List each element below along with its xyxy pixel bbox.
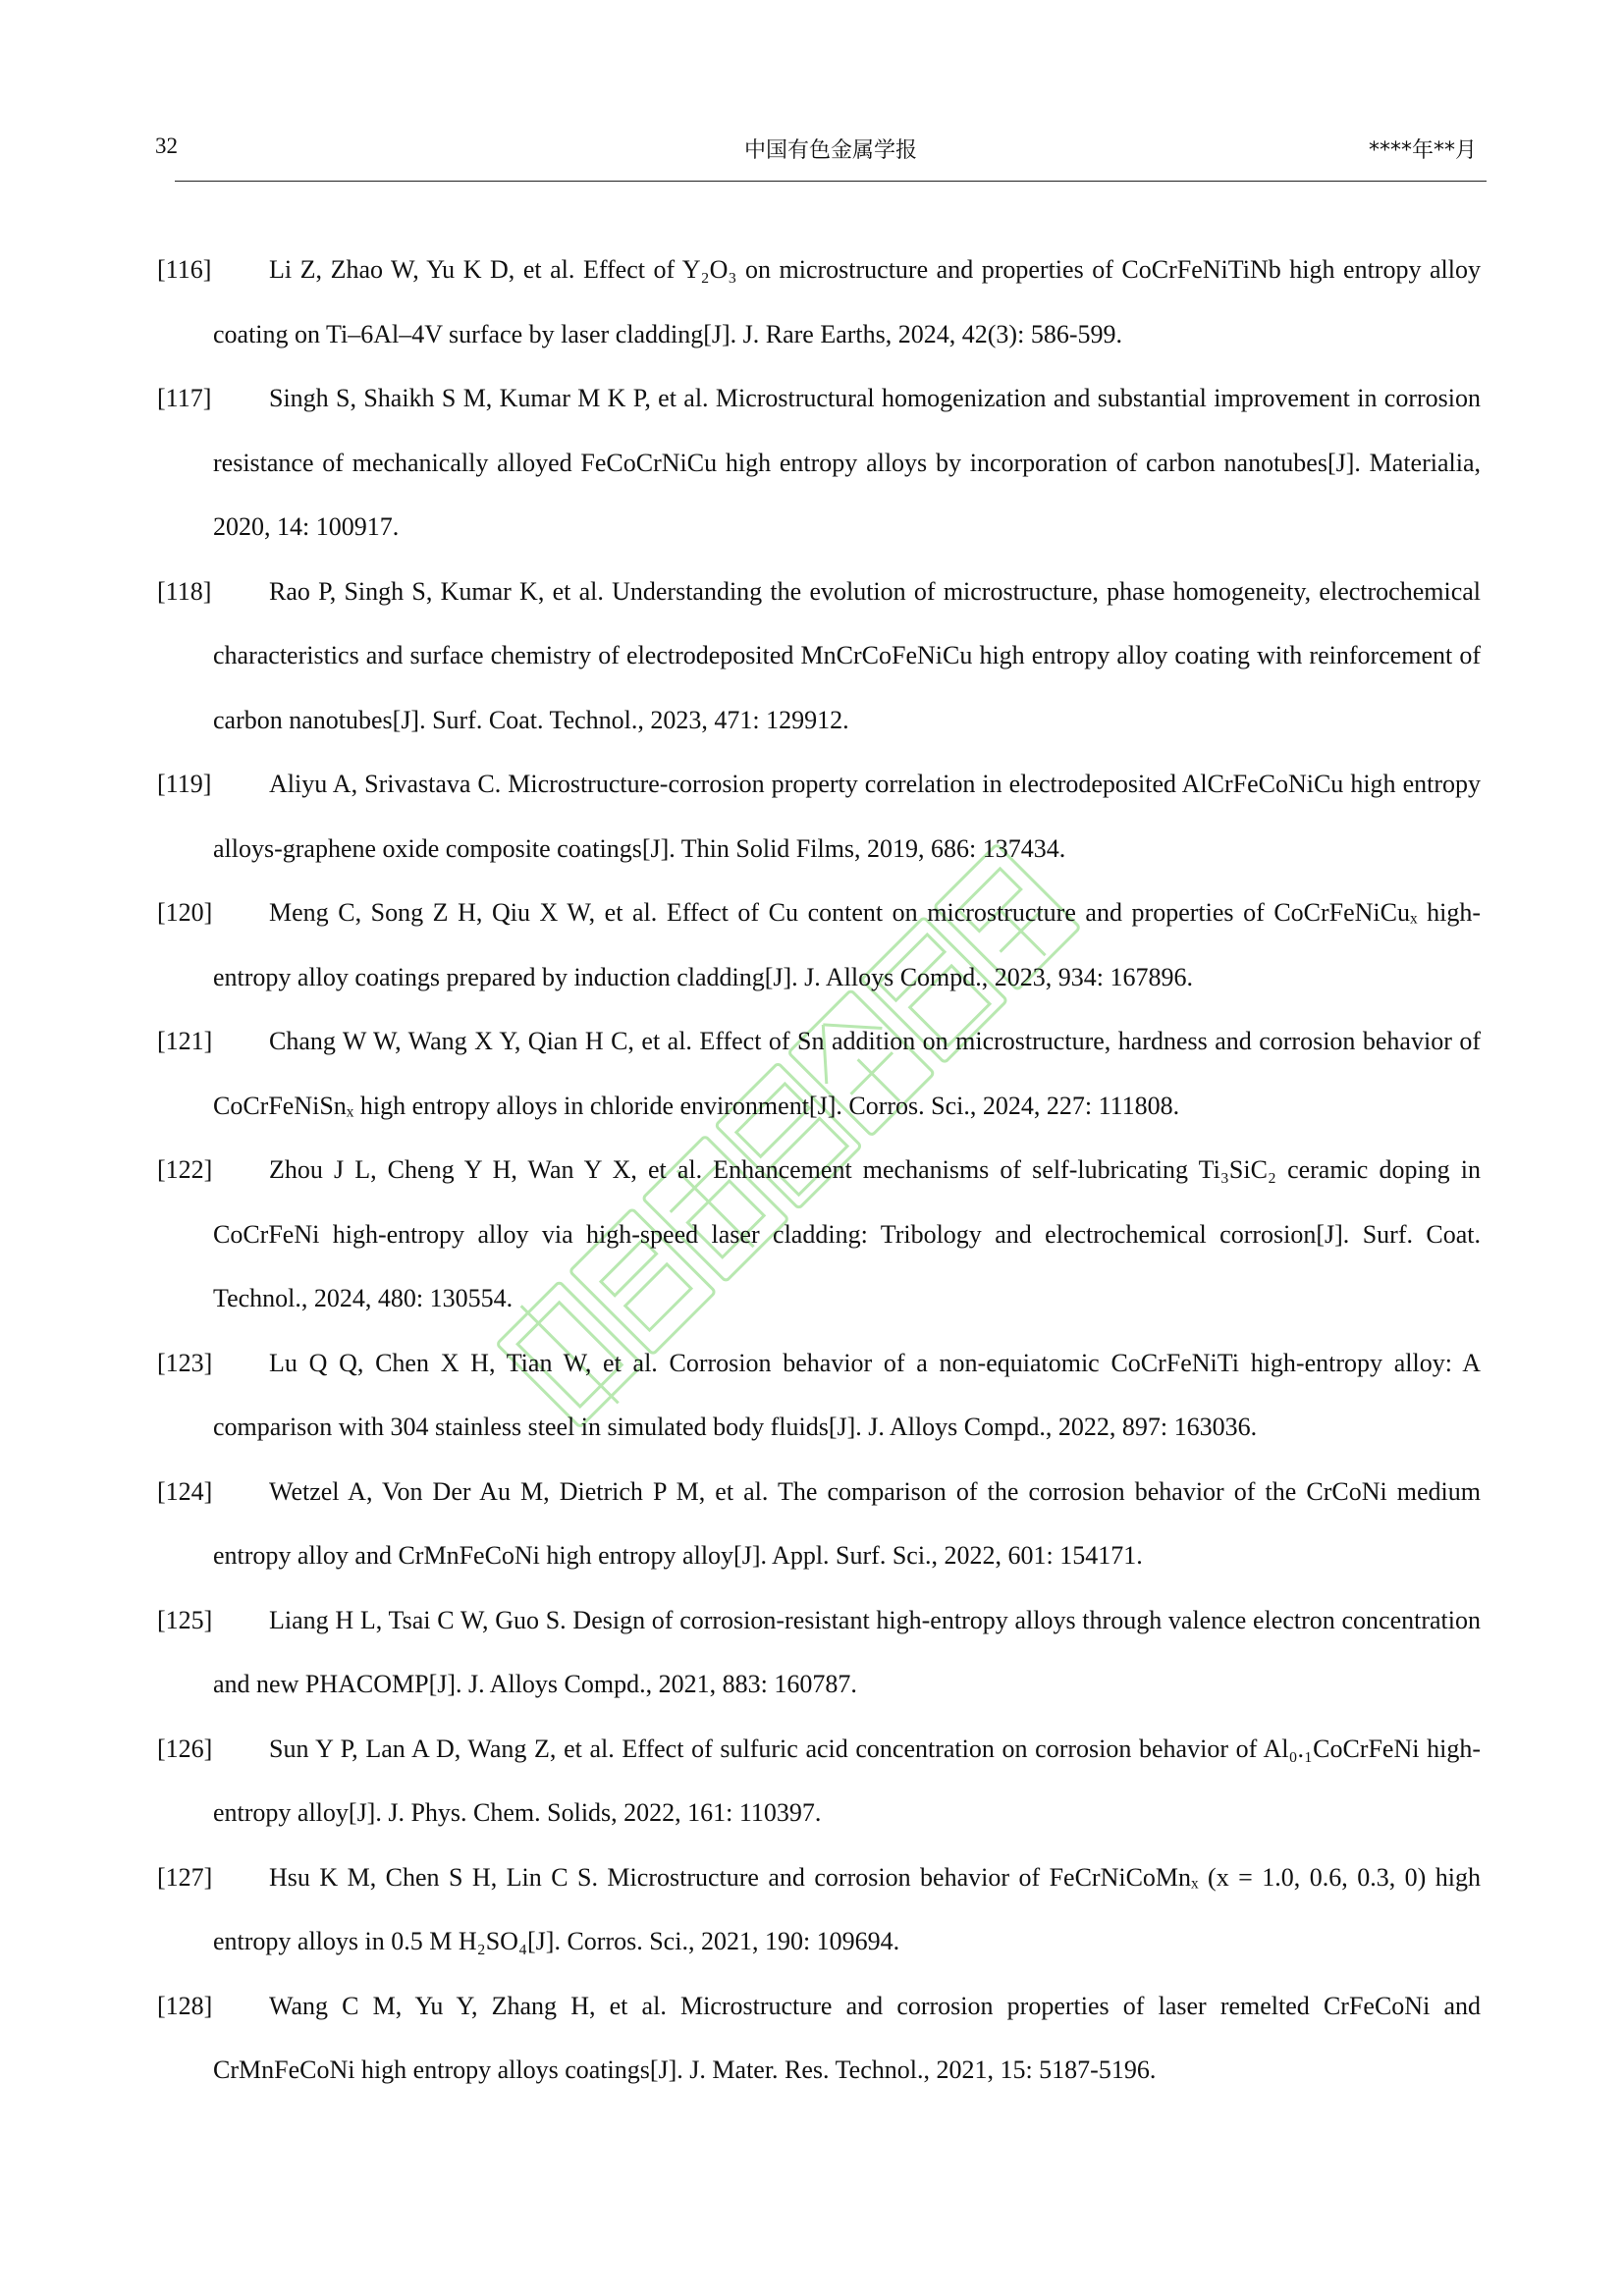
reference-text: Lu Q Q, Chen X H, Tian W, et al. Corrosion behavior of a non-equiatomic CoCrFeNiTi high-entropy alloy: A comparison with 304 stainless steel in simulated body fluids[J]. J. Alloys Compd., 2022, 897: 163036. — [213, 1348, 1481, 1441]
reference-text: Sun Y P, Lan A D, Wang Z, et al. Effect of sulfuric acid concentration on corrosion behavior of Al₀.₁CoCrFeNi high-entropy alloy[J]. J. Phys. Chem. Solids, 2022, 161: 110397. — [213, 1734, 1481, 1827]
reference-text: Singh S, Shaikh S M, Kumar M K P, et al. Microstructural homogenization and substantial improvement in corrosion resistance of mechanically alloyed FeCoCrNiCu high entropy alloys by incorporation of carbon nanotubes[J]. Materialia, 2020, 14: 100917. — [213, 384, 1481, 541]
reference-text: Liang H L, Tsai C W, Guo S. Design of corrosion-resistant high-entropy alloys through valence electron concentration and new PHACOMP[J]. J. Alloys Compd., 2021, 883: 160787. — [213, 1605, 1481, 1698]
reference-text: Wetzel A, Von Der Au M, Dietrich P M, et al. The comparison of the corrosion behavior of the CrCoNi medium entropy alloy and CrMnFeCoNi high entropy alloy[J]. Appl. Surf. Sci., 2022, 601: 154171. — [213, 1476, 1481, 1570]
reference-text: Aliyu A, Srivastava C. Microstructure-corrosion property correlation in electrodeposited AlCrFeCoNiCu high entropy alloys-graphene oxide composite coatings[J]. Thin Solid Films, 2019, 686: 137434. — [213, 770, 1481, 863]
reference-number: [124] — [157, 1476, 213, 1506]
reference-item — [157, 560, 1481, 753]
reference-number: [127] — [157, 1862, 213, 1892]
reference-item — [157, 1717, 1481, 1845]
reference-item — [157, 1009, 1481, 1138]
reference-item — [157, 1845, 1481, 1974]
reference-item — [157, 1588, 1481, 1717]
reference-text: Zhou J L, Cheng Y H, Wan Y X, et al. Enhancement mechanisms of self-lubricating Ti₃SiC₂ ceramic doping in CoCrFeNi high-entropy alloy via high-speed laser cladding: Tribology and electrochemical corrosion[J]. Surf. Coat. Technol., 2024, 480: 130554. — [213, 1155, 1481, 1312]
reference-number: [122] — [157, 1155, 213, 1184]
journal-title: 中国有色金属学报 — [743, 138, 917, 163]
reference-item — [157, 752, 1481, 881]
reference-number: [120] — [157, 898, 213, 927]
running-header — [155, 133, 1487, 173]
reference-number: [125] — [157, 1605, 213, 1634]
reference-number: [119] — [157, 770, 212, 798]
reference-item — [157, 1974, 1481, 2103]
reference-item — [157, 1331, 1481, 1460]
reference-number: [128] — [157, 1991, 213, 2020]
reference-number: [123] — [157, 1348, 213, 1377]
reference-text: Rao P, Singh S, Kumar K, et al. Understanding the evolution of microstructure, phase homogeneity, electrochemical characteristics and surface chemistry of electrodeposited MnCrCoFeNiCu high entropy alloy coating with reinforcement of carbon nanotubes[J]. Surf. Coat. Technol., 2023, 471: 129912. — [213, 576, 1481, 734]
reference-item — [157, 238, 1481, 366]
reference-list — [157, 238, 1481, 2103]
page-number: 32 — [155, 133, 178, 158]
reference-number: [121] — [157, 1027, 213, 1055]
reference-number: [118] — [157, 576, 212, 606]
reference-item — [157, 881, 1481, 1009]
reference-number: [117] — [157, 384, 212, 412]
reference-item — [157, 1460, 1481, 1588]
reference-text: Li Z, Zhao W, Yu K D, et al. Effect of Y₂O₃ on microstructure and properties of CoCrFeNiTiNb high entropy alloy coating on Ti–6Al–4V surface by laser cladding[J]. J. Rare Earths, 2024, 42(3): 586-599. — [213, 255, 1481, 348]
reference-item — [157, 1138, 1481, 1331]
header-rule — [175, 181, 1487, 182]
reference-text: Wang C M, Yu Y, Zhang H, et al. Microstructure and corrosion properties of laser remelted CrFeCoNi and CrMnFeCoNi high entropy alloys coatings[J]. J. Mater. Res. Technol., 2021, 15: 5187-5196. — [213, 1991, 1481, 2084]
issue-date: ****年**月 — [1368, 138, 1477, 163]
reference-text: Meng C, Song Z H, Qiu X W, et al. Effect of Cu content on microstructure and properties of CoCrFeNiCuₓ high-entropy alloy coatings prepared by induction cladding[J]. J. Alloys Compd., 2023, 934: 167896. — [213, 898, 1481, 991]
reference-item — [157, 366, 1481, 560]
reference-text: Hsu K M, Chen S H, Lin C S. Microstructure and corrosion behavior of FeCrNiCoMnₓ (x = 1.0, 0.6, 0.3, 0) high entropy alloys in 0.5 M H₂SO₄[J]. Corros. Sci., 2021, 190: 109694. — [213, 1862, 1481, 1955]
reference-number: [126] — [157, 1734, 213, 1763]
reference-number: [116] — [157, 255, 212, 284]
reference-text: Chang W W, Wang X Y, Qian H C, et al. Effect of Sn addition on microstructure, hardness and corrosion behavior of CoCrFeNiSnₓ high entropy alloys in chloride environment[J]. Corros. Sci., 2024, 227: 111808. — [213, 1027, 1481, 1120]
